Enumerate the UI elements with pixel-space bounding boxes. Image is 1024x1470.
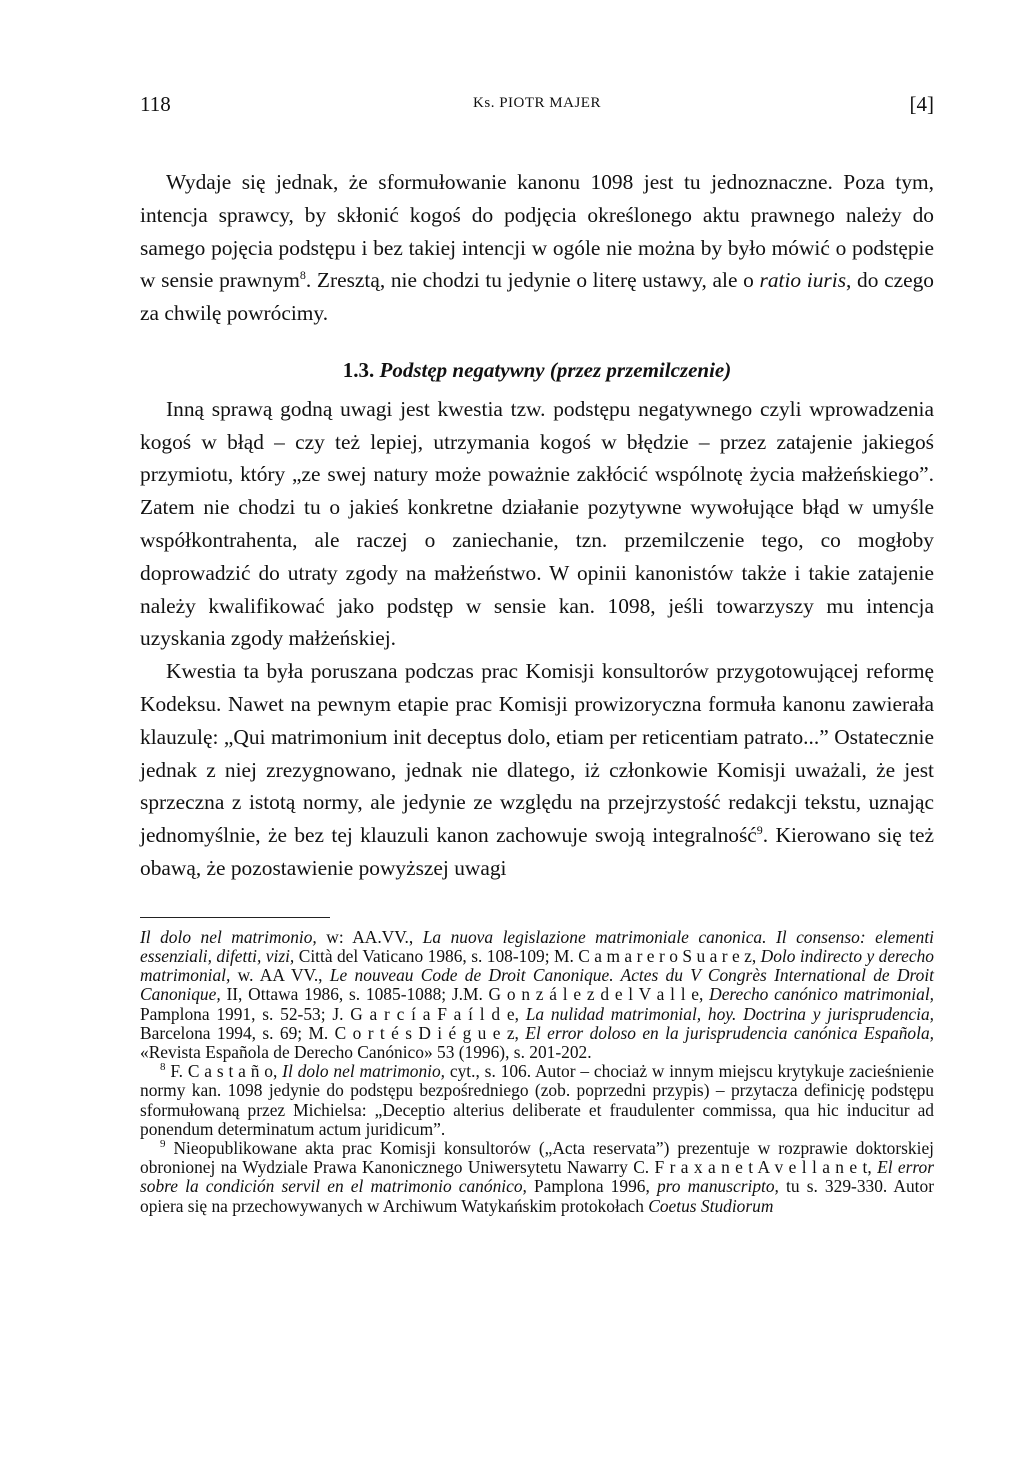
paragraph-1: Wydaje się jednak, że sformułowanie kanonu 1098 jest tu jednoznaczne. Poza tym, intencja sprawcy, by skłonić kogoś do podjęcia określonego aktu prawnego należy do samego pojęcia podstępu i bez takiej intencji w ogóle nie można by było mówić o podstępie w sensie prawnym$^8$. Zresztą, nie chodzi tu jedynie o literę ustawy, ale o ratio iuris, do czego za chwilę powrócimy. xyxy=(140,170,934,326)
paragraph-2: Inną sprawą godną uwagi jest kwestia tzw. podstępu negatywnego czyli wprowadzenia kogoś w błąd – czy też lepiej, utrzymania kogoś w błędzie – przez zatajenie jakiegoś przymiotu, który „ze swej natury może poważnie zakłócić wspólnotę życia małżeńskiego”. Zatem nie chodzi tu o jakieś konkretne działanie pozytywne wywołujące błąd w umyśle współkontrahenta, ale raczej o zaniechanie, tzn. przemilczenie tego, co mogłoby doprowadzić do utraty zgody na małżeństwo. W opinii kanonistów także i takie zatajenie należy kwalifikować jako podstęp w sensie kan. 1098, jeśli towarzyszy mu intencja uzyskania zgody małżeńskiej. xyxy=(140,396,934,651)
section-mark: [4] xyxy=(909,92,934,116)
page xyxy=(140,92,934,1216)
section-title: Podstęp negatywny (przez przemilczenie) xyxy=(379,357,732,382)
section-number: 1.3. xyxy=(342,357,375,382)
footnote-8: $^8$ F. C a s t a ñ o, Il dolo nel matrimonio, cyt., s. 106. Autor – chociaż w innym miejscu krytykuje zacieśnienie normy kan. 1098 jedynie do podstępu bezpośredniego (zob. poprzedni przypis) – przytacza definicję podstępu sformułowaną przez Michielsa: „Deceptio alterius deliberate et fraudulenter commissa, qua hic inducitur ad ponendum determinatum actum juridicum”. xyxy=(140,1061,934,1139)
footnote-ref-9: 9 xyxy=(756,823,763,838)
running-head: Ks. PIOTR MAJER xyxy=(473,95,601,111)
paragraph-3: Kwestia ta była poruszana podczas prac Komisji konsultorów przygotowującej reformę Kodeksu. Nawet na pewnym etapie prac Komisji prowizoryczna formuła kanonu zawierała klauzulę: „Qui matrimonium init deceptus dolo, etiam per reticentiam patrato...” Ostatecznie jednak z niej zrezygnowano, jednak nie dlatego, iż członkowie Komisji uważali, że jest sprzeczna z istotą normy, ale jedynie ze względu na przejrzystość redakcji tekstu, uznając jednomyślnie, że bez tej klauzuli kanon zachowuje swoją integralność$^9$. Kierowano się też obawą, że pozostawienie powyższej uwagi xyxy=(140,659,934,880)
page-header xyxy=(140,92,934,126)
footnote-9: $^9$ Nieopublikowane akta prac Komisji konsultorów („Acta reservata”) prezentuje w rozprawie doktorskiej obronionej na Wydziale Prawa Kanonicznego Uniwersytetu Nawarry C. F r a x a n e t A v e l l a n e t, El error sobre la condición servil en el matrimonio canónico, Pamplona 1996, pro manuscripto, tu s. 329-330. Autor opiera się na przechowywanych w Archiwum Watykańskim protokołach Coetus Studiorum xyxy=(140,1137,934,1216)
footnotes xyxy=(140,928,934,1216)
footnote-ref-8: 8 xyxy=(299,268,306,283)
section-heading xyxy=(140,354,934,387)
page-number: 118 xyxy=(140,92,171,116)
main-text xyxy=(140,166,934,885)
footnote-divider xyxy=(140,917,330,918)
footnote-continuation: Il dolo nel matrimonio, w: AA.VV., La nuova legislazione matrimoniale canonica. Il consenso: elementi essenziali, difetti, vizi, Città del Vaticano 1986, s. 108-109; M. C a m a r e r o S u a r e z, Dolo indirecto y derecho matrimonial, w. AA VV., Le nouveau Code de Droit Canonique. Actes du V Congrès International de Droit Canonique, II, Ottawa 1986, s. 1085-1088; J.M. G o n z á l e z d e l V a l l e, Derecho canónico matrimonial, Pamplona 1991, s. 52-53; J. G a r c í a F a í l d e, La nulidad matrimonial, hoy. Doctrina y jurisprudencia, Barcelona 1994, s. 69; M. C o r t é s D i é g u e z, El error doloso en la jurisprudencia canónica Española, «Revista Española de Derecho Canónico» 53 (1996), s. 201-202. xyxy=(140,926,935,1062)
